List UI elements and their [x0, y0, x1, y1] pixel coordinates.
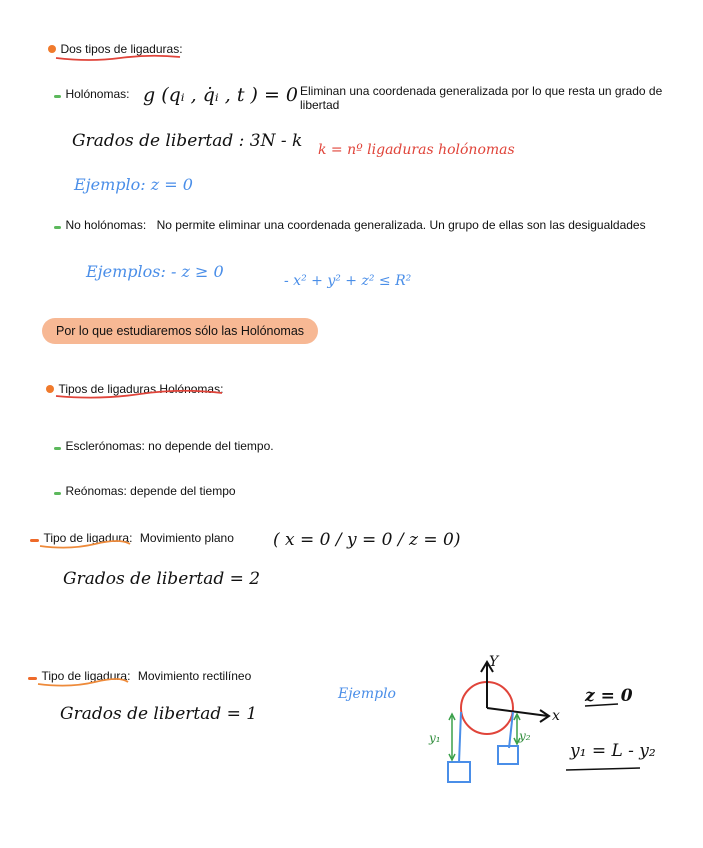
section-title: Tipo de ligadura: — [43, 531, 133, 545]
holonomas-description-2: libertad — [300, 98, 340, 112]
holonomas-row — [54, 85, 129, 103]
y-equation: y₁ = L - y₂ — [570, 741, 656, 761]
green-dash-icon — [54, 226, 61, 229]
ejemplo-holonomas: Ejemplo: z = 0 — [74, 175, 193, 194]
orange-dash-icon — [28, 677, 37, 680]
plano-examples: ( x = 0 / y = 0 / z = 0) — [273, 530, 461, 550]
section-title: Tipo de ligadura: — [41, 669, 131, 683]
ejemplo-rectilineo: Ejemplo — [338, 686, 396, 702]
grados-libertad-plano: Grados de libertad = 2 — [63, 569, 261, 589]
section-value: Movimiento rectilíneo — [137, 669, 252, 683]
z-equation: z = 0 — [585, 686, 633, 706]
section-dos-tipos — [48, 40, 183, 58]
no-holonomas-row — [54, 216, 646, 234]
pulley-diagram — [448, 662, 549, 782]
orange-bullet-icon — [48, 45, 56, 53]
mass-right — [498, 746, 518, 764]
axis-y-label: Y — [489, 654, 499, 670]
y2-label: y₂ — [519, 729, 531, 743]
section-movimiento-rectilineo — [28, 667, 251, 685]
section-title: Tipos de ligaduras Holónomas: — [58, 382, 224, 396]
escleronomas-text: Esclerónomas: no depende del tiempo. — [65, 439, 274, 453]
y1-label: y₁ — [429, 731, 441, 745]
x-axis-arrow-icon — [540, 710, 549, 722]
green-dash-icon — [54, 492, 61, 495]
equation-underline — [566, 768, 640, 770]
holonomas-label: Holónomas: — [65, 87, 130, 101]
grados-libertad-rectilineo: Grados de libertad = 1 — [60, 704, 258, 724]
green-dash-icon — [54, 447, 61, 450]
grados-libertad-holonomas: Grados de libertad : 3N - k — [72, 131, 303, 151]
axis-x-label: x — [552, 708, 560, 724]
section-value: Movimiento plano — [139, 531, 234, 545]
reonomas-row — [54, 482, 236, 500]
escleronomas-row — [54, 437, 274, 455]
ejemplo-no-holonomas-2: - x² + y² + z² ≤ R² — [284, 273, 412, 289]
highlight-holonomas: Por lo que estudiaremos sólo las Holónomas — [42, 318, 318, 344]
y1-arrow-head-icon — [449, 754, 455, 760]
k-note: k = nº ligaduras holónomas — [318, 142, 515, 158]
reonomas-text: Reónomas: depende del tiempo — [65, 484, 236, 498]
orange-dash-icon — [30, 539, 39, 542]
x-axis — [487, 708, 548, 716]
pulley-circle — [461, 682, 513, 734]
orange-bullet-icon — [46, 385, 54, 393]
section-tipos-holonomas — [46, 380, 223, 398]
rope-left — [459, 712, 461, 763]
rope-right — [509, 712, 513, 748]
no-holonomas-description: No permite eliminar una coordenada generalizada. Un grupo de ellas son las desigualdades — [156, 218, 646, 232]
mass-left — [448, 762, 470, 782]
y1-arrow-head-icon — [449, 714, 455, 720]
green-dash-icon — [54, 95, 61, 98]
holonomas-formula: g (qᵢ , q̇ᵢ , t ) = 0 — [143, 84, 298, 106]
section-title: Dos tipos de ligaduras: — [60, 42, 183, 56]
y2-arrow-head-icon — [514, 714, 520, 720]
section-movimiento-plano — [30, 529, 234, 547]
no-holonomas-label: No holónomas: — [65, 218, 147, 232]
ejemplo-no-holonomas: Ejemplos: - z ≥ 0 — [86, 262, 224, 281]
holonomas-description-1: Eliminan una coordenada generalizada por lo que resta un grado de — [300, 84, 663, 98]
